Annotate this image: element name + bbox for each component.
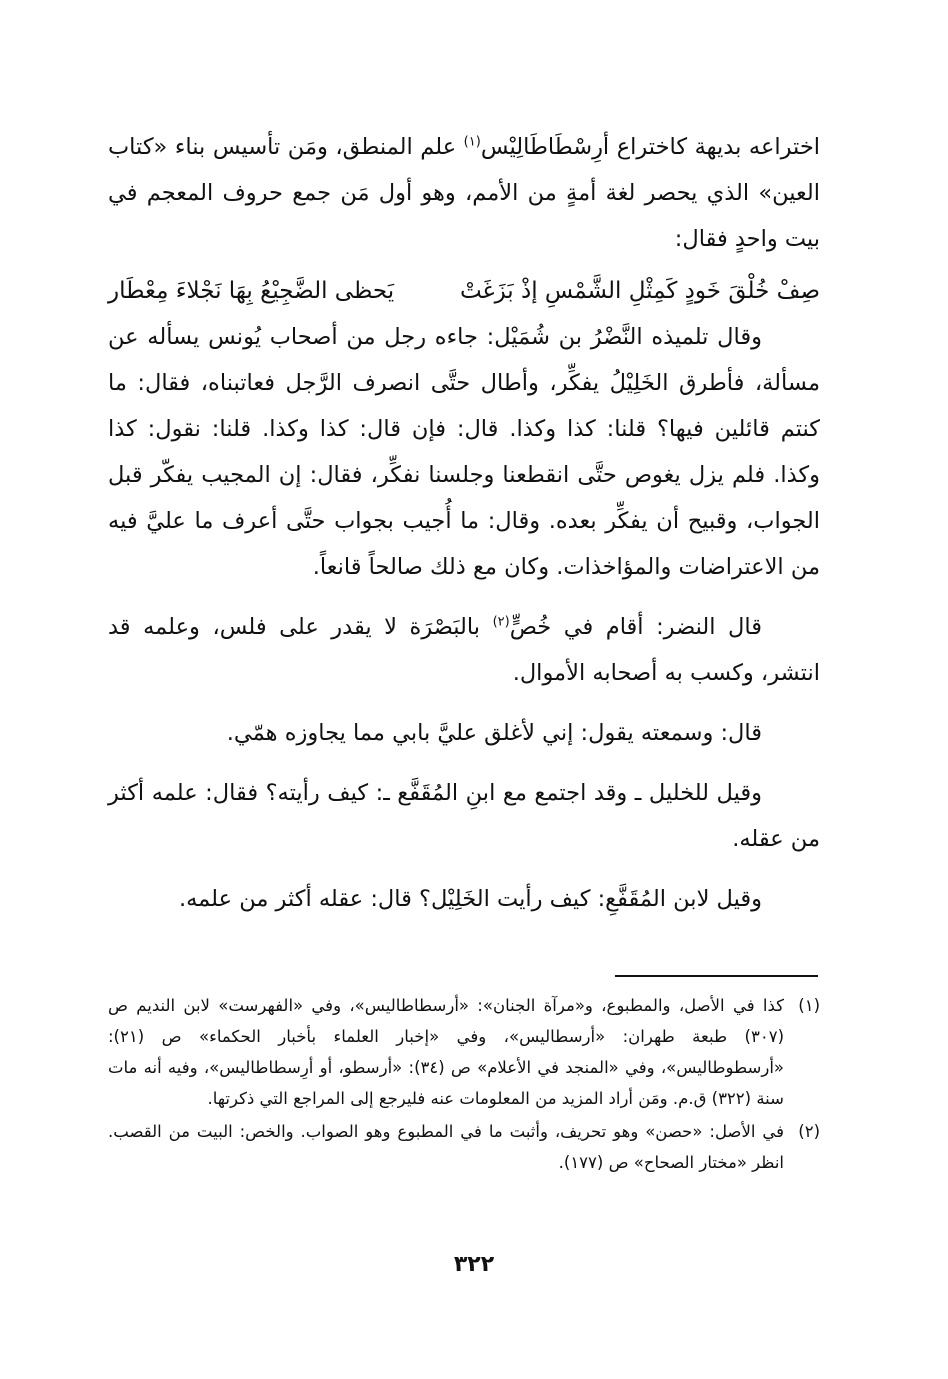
verse-second-hemistich: يَحظى الضَّجِيْعُ بِهَا نَجْلاءَ مِعْطَار: [108, 278, 395, 304]
verse-first-hemistich: صِفْ خُلْقَ خَودٍ كَمِثْلِ الشَّمْسِ إذْ بَزَغَتْ: [459, 278, 820, 304]
paragraph-3: [108, 604, 820, 696]
paragraph-1-rest: علم المنطق، ومَن تأسيس بناء «كتاب العين» الذي يحصر لغة أمةٍ من الأمم، وهو أول مَن جمع حروف المعجم في بيت واحدٍ فقال:: [108, 134, 820, 252]
footnote-2: [108, 1116, 820, 1178]
paragraph-1-text: اختراعه بديهة كاختراع أرِسْطَاطَالِيْس: [480, 134, 820, 160]
paragraph-4: قال: وسمعته يقول: إني لأغلق عليَّ بابي مما يجاوزه همّي.: [226, 720, 762, 746]
page-number: ٣٢٢: [453, 1252, 495, 1277]
footnote-ref-2: (٢): [492, 614, 510, 630]
poetry-verse: [108, 268, 820, 314]
footnote-1-number: (١): [798, 996, 820, 1015]
footnote-2-text: في الأصل: «حصن» وهو تحريف، وأثبت ما في المطبوع وهو الصواب. والخص: البيت من القصب. انظر «مختار الصحاح» ص (١٧٧).: [108, 1122, 784, 1172]
paragraph-5: وقيل للخليل ـ وقد اجتمع مع ابنِ المُقَفَّع ـ: كيف رأيته؟ فقال: علمه أكثر من عقله.: [108, 780, 820, 852]
footnote-1: [108, 990, 820, 1114]
footnote-separator: [615, 975, 818, 977]
paragraph-2: وقال تلميذه النَّضْرُ بن شُمَيْل: جاءه رجل من أصحاب يُونس يسأله عن مسألة، فأطرق الخَلِيْلُ يفكِّر، وأطال حتَّى انصرف الرَّجل فعاتبناه، فقال: ما كنتم قائلين فيها؟ قلنا: كذا وكذا. قال: فإن قال: كذا وكذا. قلنا: نقول: كذا وكذا. فلم يزل يغوص حتَّى انقطعنا وجلسنا نفكِّر، فقال: إن المجيب يفكّر قبل الجواب، وقبيح أن يفكِّر بعده. وقال: ما أُجيب بجواب حتَّى أعرف ما عليَّ فيه من الاعتراضات والمؤاخذات. وكان مع ذلك صالحاً قانعاً.: [108, 324, 820, 580]
paragraph-6: وقيل لابن المُقَفَّعِ: كيف رأيت الخَلِيْل؟ قال: عقله أكثر من علمه.: [178, 886, 762, 912]
paragraph-3-text: قال النضر: أقام في خُصٍّ: [509, 614, 762, 640]
paragraph-3-rest: بالبَصْرَة لا يقدر على فلس، وعلمه قد انتشر، وكسب به أصحابه الأموال.: [108, 614, 820, 686]
footnote-ref-1: (١): [463, 134, 481, 150]
main-text: [108, 124, 820, 922]
paragraph-1: [108, 124, 820, 262]
footnote-2-number: (٢): [798, 1122, 820, 1141]
footnotes: [108, 990, 820, 1178]
footnote-1-text: كذا في الأصل، والمطبوع، و«مرآة الجنان»: «أرسطاطاليس»، وفي «الفهرست» لابن النديم ص (٣٠٧) طبعة طهران: «أرسطاليس»، وفي «إخبار العلماء بأخبار الحكماء» ص (٢١): «أرسطوطاليس»، وفي «المنجد في الأعلام» ص (٣٤): «أرسطو، أو أرِسطاطاليس»، وفيه أنه مات سنة (٣٢٢) ق.م. ومَن أراد المزيد من المعلومات عنه فليرجع إلى المراجع التي ذكرتها.: [108, 996, 784, 1108]
